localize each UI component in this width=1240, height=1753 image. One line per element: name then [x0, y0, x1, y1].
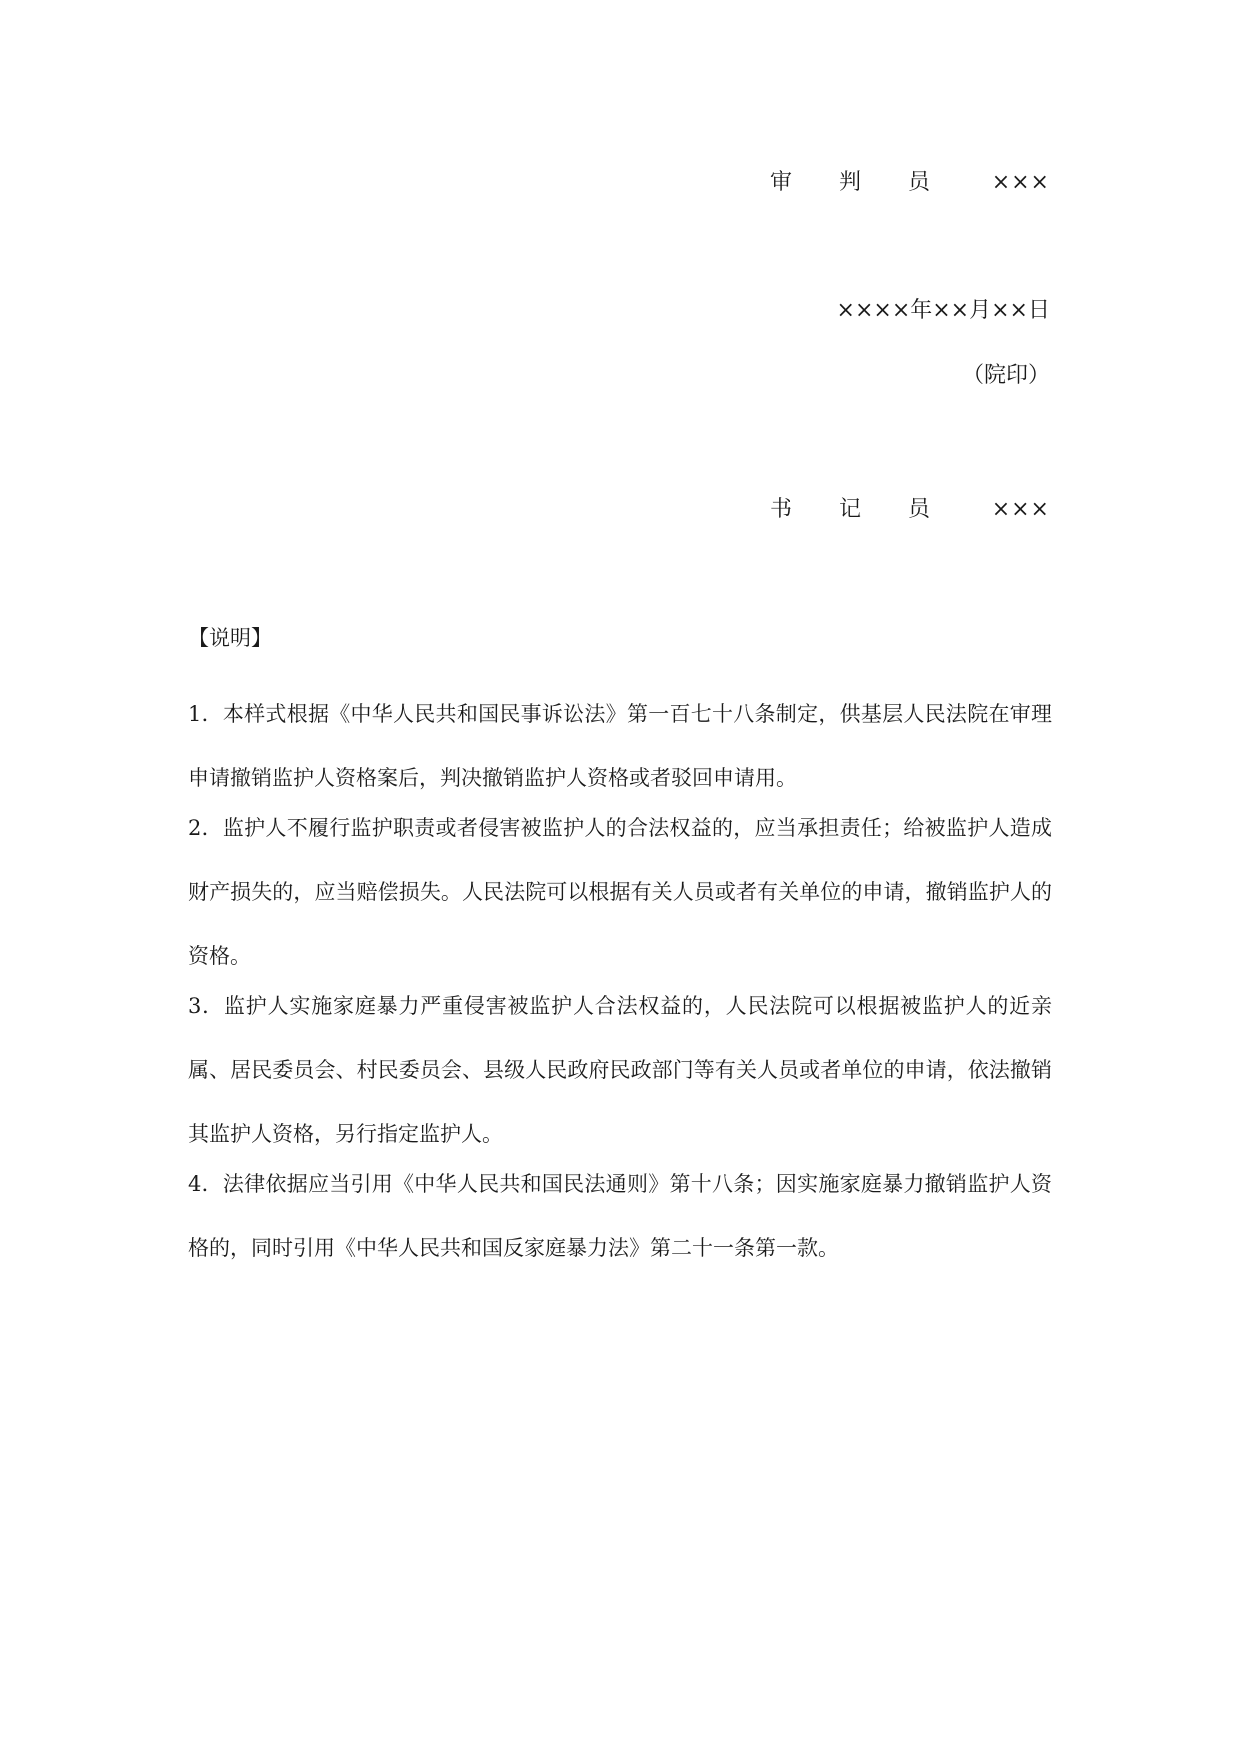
judge-title: 审 判 员	[770, 170, 930, 195]
clerk-name: ×××	[991, 497, 1050, 522]
judge-signature	[770, 165, 1050, 201]
note-item-4: 4．法律依据应当引用《中华人民共和国民法通则》第十八条；因实施家庭暴力撤销监护人资格的，同时引用《中华人民共和国反家庭暴力法》第二十一条第一款。	[188, 1172, 1052, 1260]
notes-section	[188, 620, 1052, 1280]
clerk-signature	[770, 492, 1050, 528]
judge-name: ×××	[991, 170, 1050, 195]
note-item-3: 3．监护人实施家庭暴力严重侵害被监护人合法权益的，人民法院可以根据被监护人的近亲属、居民委员会、村民委员会、县级人民政府民政部门等有关人员或者单位的申请，依法撤销其监护人资格，另行指定监护人。	[188, 994, 1052, 1146]
clerk-title: 书 记 员	[770, 497, 930, 522]
notes-heading: 【说明】	[188, 626, 272, 650]
date-line: ××××年××月××日	[836, 298, 1050, 323]
note-item-1: 1．本样式根据《中华人民共和国民事诉讼法》第一百七十八条制定，供基层人民法院在审理申请撤销监护人资格案后，判决撤销监护人资格或者驳回申请用。	[188, 702, 1052, 790]
court-seal: （院印）	[961, 363, 1050, 388]
note-item-2: 2．监护人不履行监护职责或者侵害被监护人的合法权益的，应当承担责任；给被监护人造成财产损失的，应当赔偿损失。人民法院可以根据有关人员或者有关单位的申请，撤销监护人的资格。	[188, 816, 1052, 968]
